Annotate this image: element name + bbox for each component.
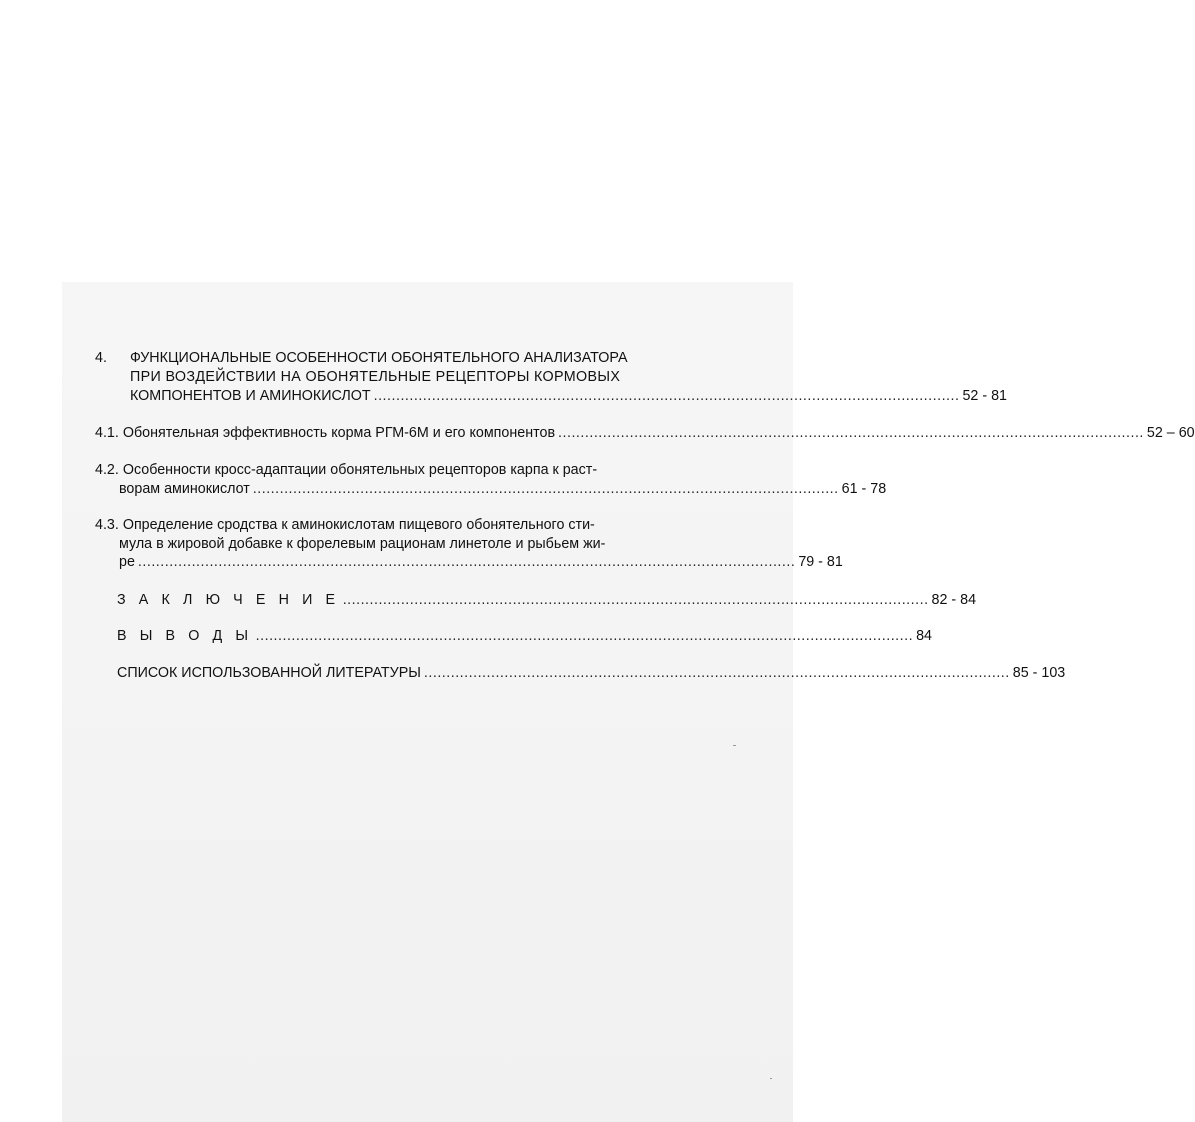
toc-conclusion-title: З А К Л Ю Ч Е Н И Е [117,592,340,608]
toc-conclusion-pages: 82 - 84 [931,592,977,608]
toc-entry-4-2 [119,480,887,498]
toc-4-2-title-line2: ворам аминокислот [119,481,250,497]
toc-4-1-title: 4.1. Обонятельная эффективность корма РГМ-6М и его компонентов [95,425,556,441]
toc-references-title: СПИСОК ИСПОЛЬЗОВАННОЙ ЛИТЕРАТУРЫ [117,665,421,681]
toc-entry-conclusion [117,591,977,609]
dot-leader: ................................................................................................................................... [558,425,1144,441]
dot-leader: ................................................................................................................................................... [255,628,914,644]
toc-references-pages: 85 - 103 [1012,665,1066,681]
toc-4-1-pages: 52 – 60 [1146,425,1195,441]
dot-leader: ................................................................................................................................... [423,665,1010,681]
toc-entry-ch4 [130,387,1007,405]
dot-leader: ................................................................................................................................... [373,388,960,404]
toc-findings-pages: 84 [916,628,932,644]
scan-speck [733,745,736,746]
toc-ch4-pages: 52 - 81 [962,388,1007,404]
toc-4-3-title-line1: 4.3. Определение сродства к аминокислотам пищевого обонятельного сти- [95,517,595,533]
toc-entry-4-3 [119,553,843,571]
toc-entry-findings [117,627,932,645]
toc-4-2-pages: 61 - 78 [841,481,887,497]
toc-entry-references [117,664,1066,682]
toc-ch4-title-line2: ПРИ ВОЗДЕЙСТВИИ НА ОБОНЯТЕЛЬНЫЕ РЕЦЕПТОРЫ КОРМОВЫХ [130,369,621,385]
toc-entry-4-1 [95,424,1195,442]
toc-4-2-title-line1: 4.2. Особенности кросс-адаптации обонятельных рецепторов карпа к раст- [95,462,598,478]
toc-ch4-title-line3: КОМПОНЕНТОВ И АМИНОКИСЛОТ [130,388,371,404]
dot-leader: ................................................................................................................................... [252,481,839,497]
toc-4-3-pages: 79 - 81 [798,554,843,570]
toc-findings-title: В Ы В О Д Ы [117,628,253,644]
toc-4-3-title-line3: ре [119,554,135,570]
toc-4-3-title-line2: мула в жировой добавке к форелевым рационам линетоле и рыбьем жи- [119,536,606,552]
scan-speck [770,1078,772,1079]
dot-leader: ................................................................................................................................... [342,592,929,608]
toc-ch4-title-line1: ФУНКЦИОНАЛЬНЫЕ ОСОБЕННОСТИ ОБОНЯТЕЛЬНОГО АНАЛИЗАТОРА [130,350,628,366]
dot-leader: ................................................................................................................................................... [137,554,796,570]
toc-ch4-number: 4. [95,350,107,366]
